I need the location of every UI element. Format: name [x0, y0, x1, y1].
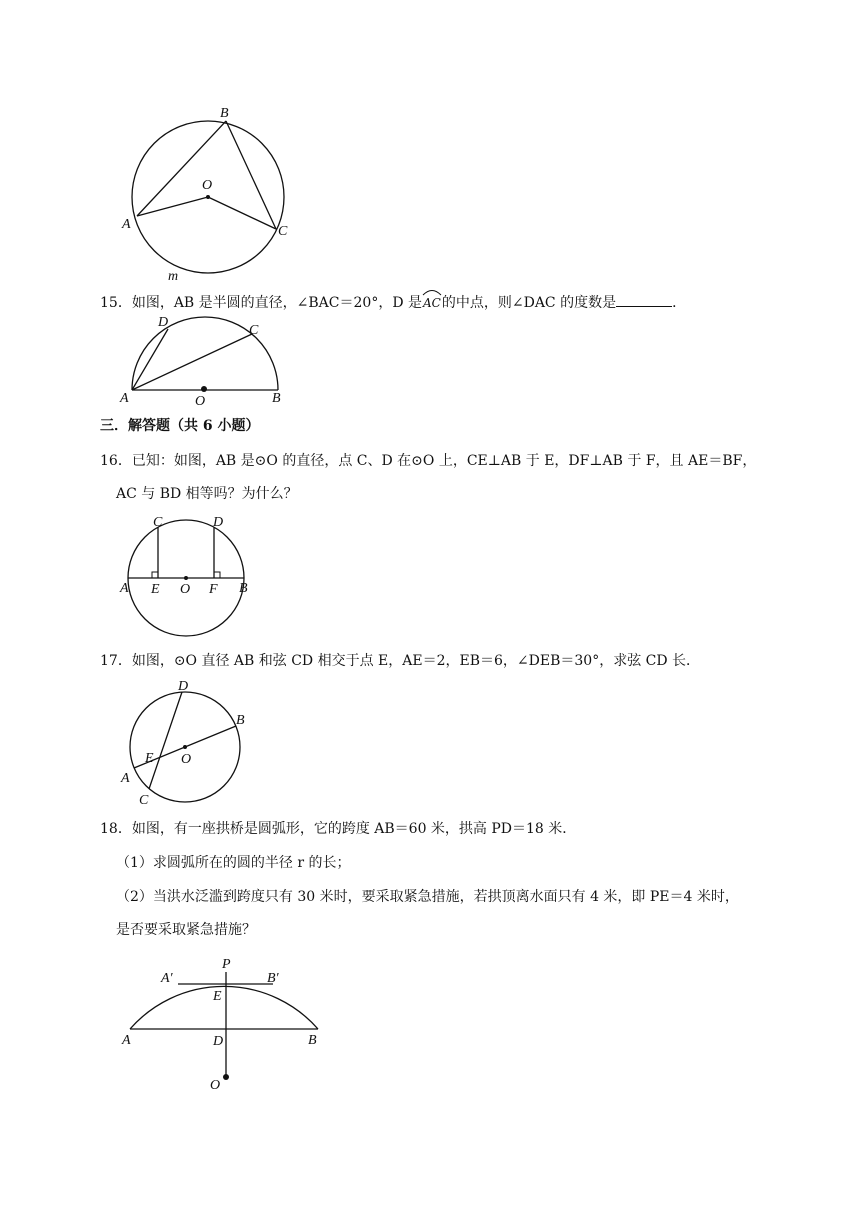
- fig17-label-D: D: [178, 679, 189, 694]
- fig15-label-B: B: [272, 391, 281, 406]
- fig17-label-E: E: [145, 751, 154, 766]
- q15-text-prefix: 15．如图，AB 是半圆的直径，∠BAC＝20°，D 是: [100, 295, 422, 311]
- fig18-label-E: E: [213, 989, 222, 1004]
- q15-text: [100, 292, 686, 313]
- fig14-ao: [137, 197, 208, 216]
- fig18-label-P: P: [222, 957, 231, 972]
- q18-line4: 是否要采取紧急措施？: [116, 922, 256, 938]
- section-title: 三．解答题（共 6 小题）: [100, 418, 260, 434]
- fig14-label-B: B: [220, 106, 229, 121]
- fig14-label-O: O: [202, 178, 213, 193]
- fig15-center-dot: [201, 386, 207, 392]
- q15-answer-blank: [616, 292, 672, 307]
- fig17-center-dot: [183, 745, 187, 749]
- fig18-label-A1: A′: [161, 971, 173, 986]
- q15-text-end: ．: [672, 295, 687, 311]
- fig18-arc: [130, 986, 318, 1029]
- q15-arc-label: AC: [422, 293, 442, 313]
- fig16-label-C: C: [153, 515, 163, 530]
- fig14-center-dot: [206, 195, 210, 199]
- fig16-center-dot: [184, 576, 188, 580]
- fig14-bc: [226, 121, 276, 229]
- fig14-label-A: A: [122, 217, 131, 232]
- figure-q15: [115, 312, 295, 407]
- fig15-label-O: O: [195, 394, 206, 407]
- fig15-label-C: C: [249, 323, 259, 338]
- q18-line1: 18．如图，有一座拱桥是圆弧形，它的跨度 AB＝60 米，拱高 PD＝18 米．: [100, 821, 577, 837]
- fig17-chord-cd: [149, 692, 182, 789]
- fig14-ab: [137, 121, 226, 216]
- q18-line3: （2）当洪水泛滥到跨度只有 30 米时，要采取紧急措施，若拱顶离水面只有 4 米，即 PE＝4 米时，: [116, 889, 739, 905]
- fig17-label-O: O: [181, 752, 192, 767]
- fig16-label-E: E: [151, 582, 160, 597]
- fig16-right-angle-f: [214, 572, 220, 578]
- fig16-label-O: O: [180, 582, 191, 597]
- figure-q18: [115, 952, 335, 1092]
- fig14-oc: [208, 197, 276, 229]
- fig17-label-C: C: [139, 793, 149, 808]
- fig18-label-B: B: [308, 1033, 317, 1048]
- fig16-label-A: A: [120, 581, 129, 596]
- q16-line1: 16．已知：如图，AB 是⊙O 的直径，点 C、D 在⊙O 上，CE⊥AB 于 E，DF⊥AB 于 F，且 AE＝BF，: [100, 453, 757, 469]
- fig16-label-F: F: [209, 582, 218, 597]
- fig17-label-B: B: [236, 713, 245, 728]
- fig18-center-dot: [223, 1074, 229, 1080]
- fig18-label-O: O: [210, 1078, 221, 1092]
- fig18-label-B1: B′: [267, 971, 279, 986]
- fig14-label-C: C: [278, 224, 288, 239]
- fig17-label-A: A: [121, 771, 130, 786]
- fig16-label-D: D: [213, 515, 224, 530]
- fig14-label-m: m: [168, 269, 179, 284]
- q16-line2: AC 与 BD 相等吗？为什么？: [116, 486, 298, 502]
- fig16-label-B: B: [239, 581, 248, 596]
- fig16-right-angle-e: [152, 572, 158, 578]
- q18-line2: （1）求圆弧所在的圆的半径 r 的长；: [116, 855, 351, 871]
- fig15-label-A: A: [120, 391, 129, 406]
- figure-q14: [110, 100, 310, 285]
- q15-text-suffix: 的中点，则∠DAC 的度数是: [441, 295, 617, 311]
- fig15-ad: [132, 329, 168, 390]
- figure-q16: [118, 512, 258, 640]
- fig18-label-A: A: [122, 1033, 131, 1048]
- fig15-label-D: D: [158, 315, 169, 330]
- q17-line1: 17．如图，⊙O 直径 AB 和弦 CD 相交于点 E，AE＝2，EB＝6，∠DEB＝30°，求弦 CD 长．: [100, 653, 701, 669]
- fig18-label-D: D: [213, 1034, 224, 1049]
- figure-q17: [115, 677, 265, 809]
